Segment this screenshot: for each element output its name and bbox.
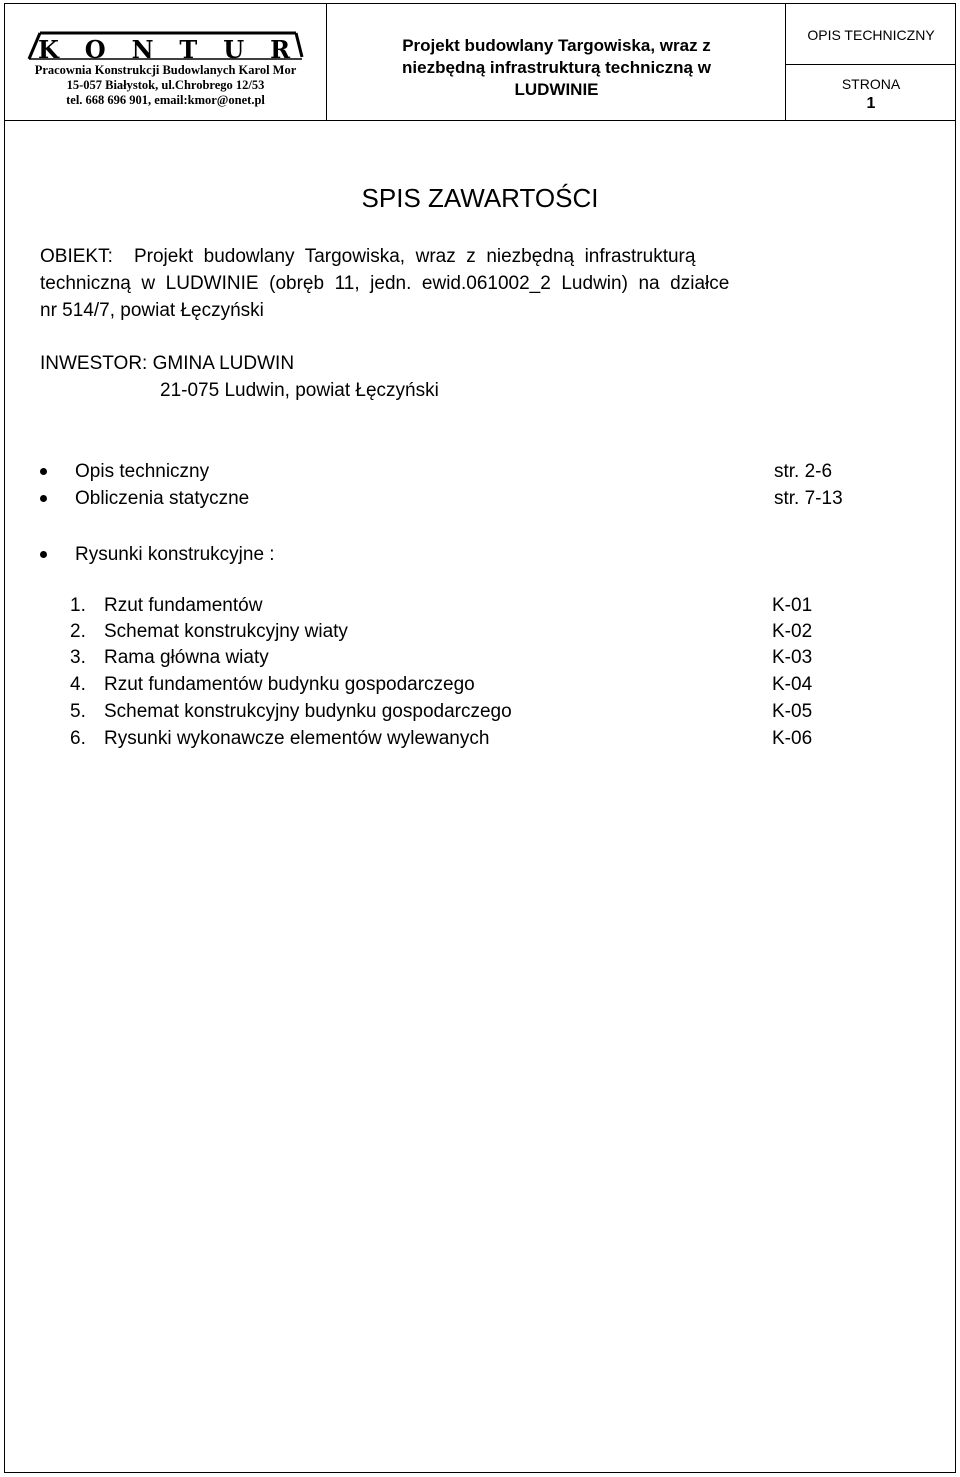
company-address: 15-057 Białystok, ul.Chrobrego 12/53: [66, 78, 265, 92]
section-label: Rysunki konstrukcyjne :: [75, 544, 275, 565]
logo-letter: O: [84, 35, 108, 64]
drawing-code: K-02: [772, 621, 813, 642]
drawing-name: Rzut fundamentów budynku gospodarczego: [104, 674, 475, 695]
drawing-name: Rama główna wiaty: [104, 647, 269, 668]
drawing-row: [70, 619, 930, 645]
object-line: nr 514/7, powiat Łęczyński: [40, 300, 264, 321]
drawing-name: Schemat konstrukcyjny wiaty: [104, 621, 348, 642]
company-logo-cell: [4, 3, 327, 120]
bullet-icon: [40, 495, 47, 502]
document-type: OPIS TECHNICZNY: [807, 27, 935, 43]
divider: [786, 64, 956, 65]
logo-letter: U: [223, 35, 247, 64]
logo-letter: N: [131, 35, 156, 64]
list-item: [40, 541, 940, 568]
drawing-number: 4.: [70, 674, 86, 695]
drawing-code: K-05: [772, 701, 813, 722]
list-item: [40, 485, 940, 512]
bullet-icon: [40, 551, 47, 558]
drawing-name: Rysunki wykonawcze elementów wylewanych: [104, 728, 490, 749]
drawing-row: [70, 593, 930, 619]
drawing-code: K-04: [772, 674, 813, 695]
section-label: Obliczenia statyczne: [75, 488, 250, 509]
section-pages: str. 7-13: [774, 488, 843, 509]
drawing-name: Schemat konstrukcyjny budynku gospodarczego: [104, 701, 512, 722]
section-pages: str. 2-6: [774, 461, 833, 482]
drawing-row: [70, 645, 930, 671]
page-info-cell: [786, 3, 956, 120]
object-line: techniczną w LUDWINIE (obręb 11, jedn. ewid.061002_2 Ludwin) na działce: [40, 273, 730, 294]
logo-letter: K: [37, 35, 61, 64]
drawing-name: Rzut fundamentów: [104, 595, 263, 616]
drawing-row: [70, 699, 930, 725]
logo-letters: [26, 35, 304, 64]
investor-name: INWESTOR: GMINA LUDWIN: [40, 353, 295, 374]
drawing-code: K-01: [772, 595, 813, 616]
drawing-number: 1.: [70, 595, 86, 616]
object-description: [40, 243, 940, 324]
object-line: OBIEKT: Projekt budowlany Targowiska, wraz z niezbędną infrastrukturą: [40, 246, 696, 267]
drawing-number: 2.: [70, 621, 86, 642]
logo-letter: T: [179, 35, 200, 64]
drawing-code: K-06: [772, 728, 813, 749]
logo-letter: R: [270, 35, 293, 64]
drawing-number: 3.: [70, 647, 86, 668]
page-number: 1: [866, 95, 876, 112]
page-label: STRONA: [841, 76, 901, 92]
drawing-row: [70, 672, 930, 698]
project-title-line: LUDWINIE: [514, 80, 599, 99]
kontur-logo: [26, 27, 304, 64]
company-contact: tel. 668 696 901, email:kmor@onet.pl: [66, 93, 265, 107]
project-title-line: Projekt budowlany Targowiska, wraz z: [402, 36, 711, 55]
page-title: SPIS ZAWARTOŚCI: [361, 183, 599, 213]
investor-address: 21-075 Ludwin, powiat Łęczyński: [160, 380, 439, 401]
company-details: [4, 63, 327, 108]
project-title-cell: [327, 3, 786, 120]
document-header: [4, 3, 956, 121]
drawing-code: K-03: [772, 647, 813, 668]
list-item: [40, 458, 940, 485]
section-label: Opis techniczny: [75, 461, 210, 482]
company-name: Pracownia Konstrukcji Budowlanych Karol Mor: [34, 63, 297, 77]
bullet-icon: [40, 468, 47, 475]
drawing-row: [70, 726, 930, 752]
project-title: [327, 35, 786, 101]
project-title-line: niezbędną infrastrukturą techniczną w: [402, 58, 711, 77]
drawing-number: 6.: [70, 728, 86, 749]
drawing-number: 5.: [70, 701, 86, 722]
